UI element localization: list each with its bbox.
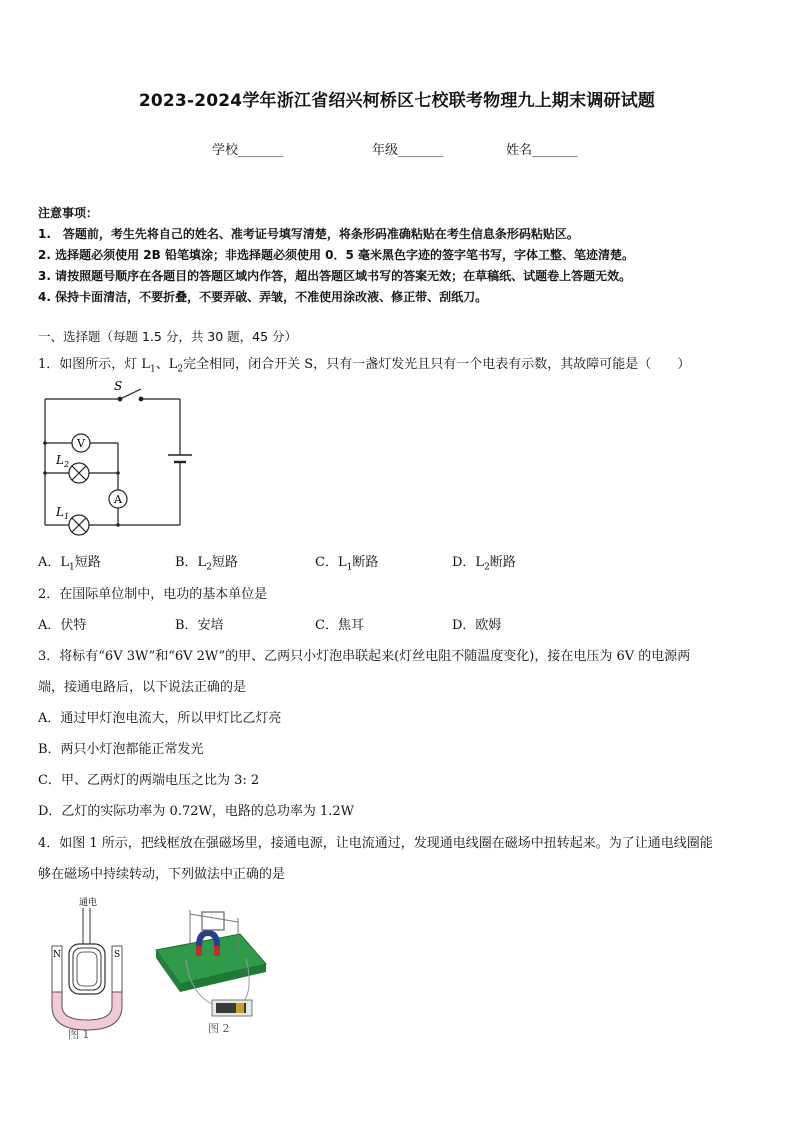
note-item: 3. 请按照题号顺序在各题目的答题区域内作答，超出答题区域书写的答案无效；在草稿纸、试题卷上答题无效。 [38,269,632,283]
option-b: B．$L_2$短路 [175,555,238,573]
switch-lever [120,389,141,399]
voltmeter-icon [72,434,90,452]
section-heading: 一、选择题（每题 1.5 分，共 30 题，45 分） [38,329,298,344]
name-field: 姓名_______ [506,143,578,158]
page-title: 2023-2024学年浙江省绍兴柯桥区七校联考物理九上期末调研试题 [138,91,656,111]
option-d: D．欧姆 [452,618,502,633]
question-3-line-1: 3．将标有“6V 3W”和“6V 2W”的甲、乙两只小灯泡串联起来(灯丝电阻不随温度变化)，接在电压为 6V 的电源两 [38,649,691,664]
lamp-l1-icon [69,515,89,535]
option-a: A．伏特 [38,618,87,633]
figure-1-label: 图 1 [68,1028,90,1039]
current-label: 通电 [79,898,98,908]
question-4-line-2: 够在磁场中持续转动，下列做法中正确的是 [38,867,286,882]
switch-label: S [114,379,123,393]
option-b: B．两只小灯泡都能正常发光 [38,742,204,757]
figure-1-magnet-coil [44,894,134,1039]
note-item: 1. 答题前，考生先将自己的姓名、准考证号填写清楚，将条形码准确粘贴在考生信息条形码粘贴区。 [38,227,579,241]
figure-2-label: 图 2 [208,1022,230,1035]
school-field: 学校_______ [212,143,284,158]
note-item: 4. 保持卡面清洁，不要折叠，不要弄破、弄皱，不准使用涂改液、修正带、刮纸刀。 [38,290,488,304]
south-pole-label: S [114,950,121,960]
circuit-diagram [38,377,193,537]
lamp-l1-label: $L_1$ [56,505,70,521]
option-c: C．焦耳 [315,618,364,633]
north-pole-label: N [53,950,61,960]
option-c: C．甲、乙两灯的两端电压之比为 3: 2 [38,773,260,788]
notes-block [38,203,634,308]
svg-text:V: V [77,437,85,450]
grade-field: 年级_______ [372,143,444,158]
option-d: D．乙灯的实际功率为 0.72W，电路的总功率为 1.2W [38,804,355,819]
note-item: 2. 选择题必须使用 2B 铅笔填涂；非选择题必须使用 0．5 毫米黑色字迹的签字笔书写，字体工整、笔迹清楚。 [38,248,634,262]
lamp-l2-icon [69,463,89,483]
option-d: D．$L_2$断路 [452,555,516,573]
notes-heading: 注意事项： [38,206,99,220]
option-a: A．通过甲灯泡电流大，所以甲灯比乙灯亮 [38,711,282,726]
svg-text:A: A [114,493,122,506]
option-b: B．安培 [175,618,224,633]
option-c: C．$L_1$断路 [315,555,379,573]
option-a: A．$L_1$短路 [38,555,101,573]
question-2-text: 2．在国际单位制中，电功的基本单位是 [38,587,268,602]
question-4-line-1: 4．如图 1 所示，把线框放在强磁场里，接通电源，让电流通过，发现通电线圈在磁场中扭转起来。为了让通电线圈能 [38,836,713,851]
question-1-text: 1．如图所示，灯 $L_1$、$L_2$完全相同，闭合开关 S，只有一盏灯发光且只有一个电表有示数，其故障可能是（ ） [38,357,691,375]
question-3-line-2: 端，接通电路后，以下说法正确的是 [38,680,247,695]
lamp-l2-label: $L_2$ [56,453,70,469]
ammeter-icon [109,490,127,508]
figure-2-motor-photo [150,900,270,1040]
